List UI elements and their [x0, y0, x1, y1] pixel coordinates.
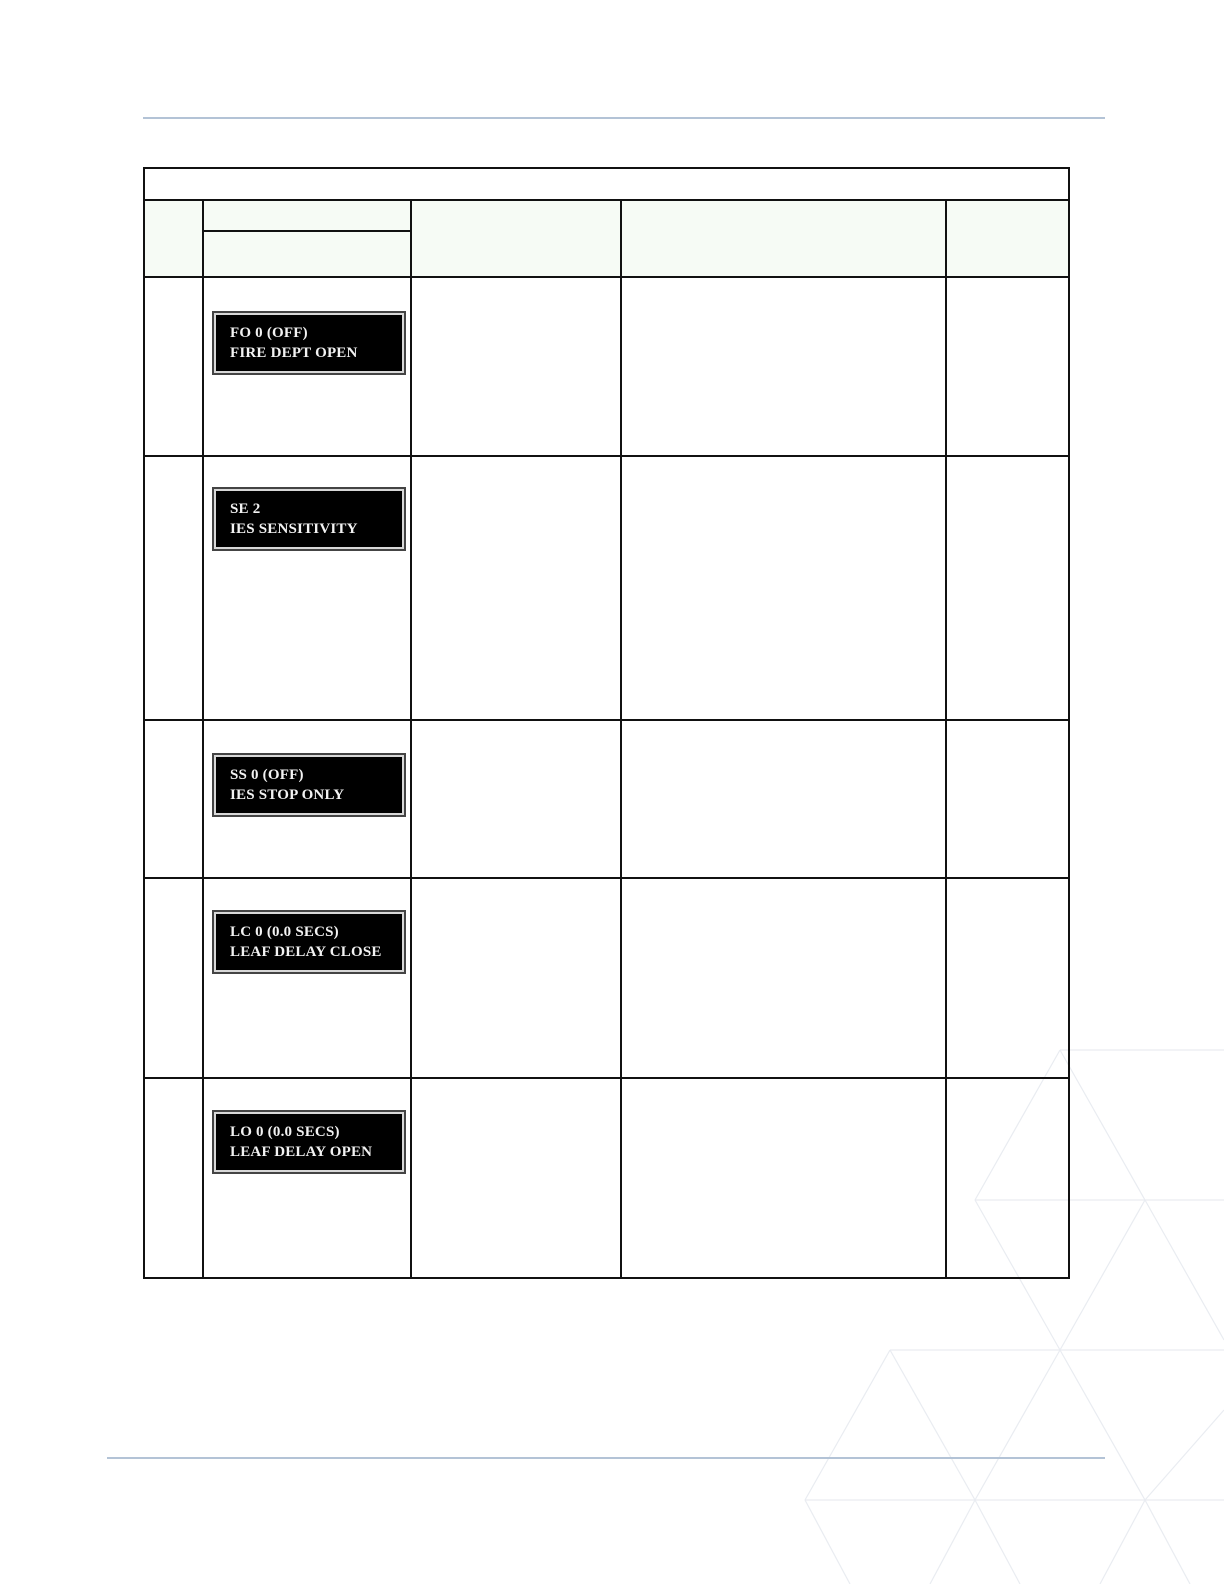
lcd-display-leaf-delay-open [212, 1110, 406, 1174]
table-header-row [144, 201, 1069, 277]
footer-rule [107, 1457, 1105, 1459]
header-rule [143, 117, 1105, 119]
table-divider [202, 230, 411, 232]
table-border-left [143, 167, 145, 1279]
lcd-display-fire-dept-open [212, 311, 406, 375]
table-divider [143, 719, 1070, 721]
lcd-line-1: SS 0 (OFF) [230, 767, 304, 783]
table-column-divider [945, 199, 947, 1279]
table-divider [143, 1077, 1070, 1079]
table-column-divider [202, 199, 204, 1279]
table-divider [143, 276, 1070, 278]
table-column-divider [620, 199, 622, 1279]
lcd-line-1: LO 0 (0.0 SECS) [230, 1124, 340, 1140]
table-border-bottom [143, 1277, 1070, 1279]
lcd-display-ies-stop-only [212, 753, 406, 817]
lcd-line-2: IES STOP ONLY [230, 787, 345, 803]
lcd-line-2: LEAF DELAY CLOSE [230, 944, 382, 960]
lcd-line-1: SE 2 [230, 501, 261, 517]
lcd-display-ies-sensitivity [212, 487, 406, 551]
table-divider [143, 455, 1070, 457]
lcd-line-2: FIRE DEPT OPEN [230, 345, 358, 361]
table-column-divider [410, 199, 412, 1279]
lcd-line-1: FO 0 (OFF) [230, 325, 308, 341]
table-divider [143, 877, 1070, 879]
table-border-right [1068, 167, 1070, 1279]
lcd-line-1: LC 0 (0.0 SECS) [230, 924, 339, 940]
lcd-display-leaf-delay-close [212, 910, 406, 974]
lcd-line-2: IES SENSITIVITY [230, 521, 358, 537]
lcd-line-2: LEAF DELAY OPEN [230, 1144, 373, 1160]
table-divider [143, 199, 1070, 201]
table-border-top [143, 167, 1070, 169]
